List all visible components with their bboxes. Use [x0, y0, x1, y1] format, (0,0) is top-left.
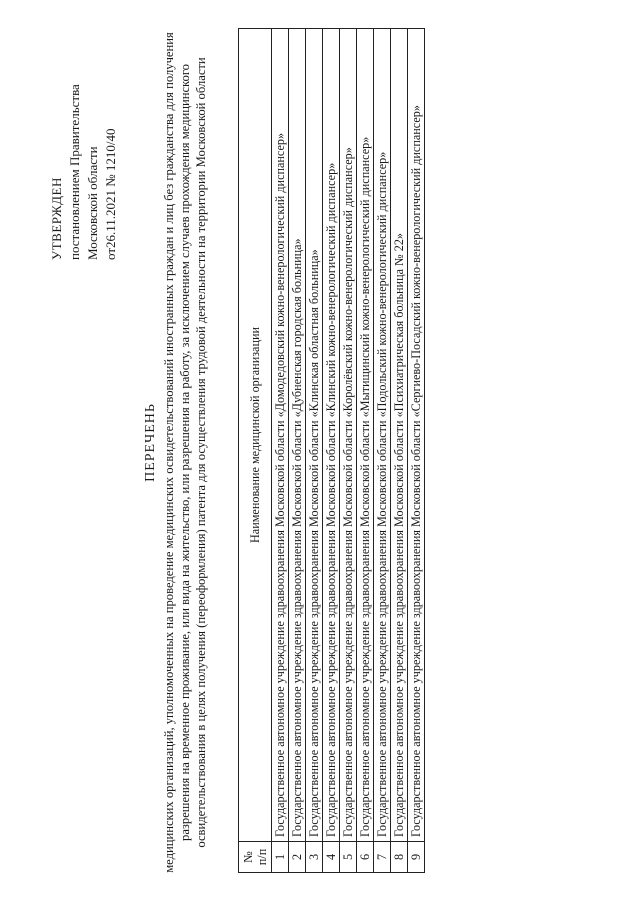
table-row [357, 29, 374, 873]
approval-heading: УТВЕРЖДЕН [49, 177, 64, 260]
row-number: 8 [391, 842, 408, 873]
row-number: 7 [374, 842, 391, 873]
row-number: 5 [340, 842, 357, 873]
row-number: 1 [272, 842, 289, 873]
approval-date: от26.11.2021 № 1210/40 [103, 128, 118, 260]
row-number: 4 [323, 842, 340, 873]
row-number: 2 [289, 842, 306, 873]
table-row [289, 29, 306, 873]
table-body [272, 29, 425, 873]
organization-name: Государственное автономное учреждение здравоохранения Московской области «Мытищинский кожно-венерологический диспансер» [357, 29, 374, 842]
organization-name: Государственное автономное учреждение здравоохранения Московской области «Домодедовский кожно-венерологический диспансер» [272, 29, 289, 842]
column-header-name: Наименование медицинской организации [239, 29, 272, 842]
approval-line: Московской области [85, 146, 100, 260]
table-row [374, 29, 391, 873]
row-number: 3 [306, 842, 323, 873]
row-number: 6 [357, 842, 374, 873]
document-title: ПЕРЕЧЕНЬ [143, 403, 158, 482]
document-subtitle: медицинских организаций, уполномоченных на проведение медицинских освидетельствований иностранных граждан и лиц без гражданства для получения разрешения на временное проживание, или вида на жительство, или разрешения на работу, за исключением случаев прохождения медицинского освидетельствования в целях получения (переоформления) патента для осуществления трудовой деятельности на территории Московской области [162, 32, 208, 873]
row-number: 9 [408, 842, 425, 873]
table-row [306, 29, 323, 873]
approval-line: постановлением Правительства [67, 84, 82, 260]
organization-name: Государственное автономное учреждение здравоохранения Московской области «Клинский кожно-венерологический диспансер» [323, 29, 340, 842]
organization-name: Государственное автономное учреждение здравоохранения Московской области «Подольский кожно-венерологический диспансер» [374, 29, 391, 842]
table-row [391, 29, 408, 873]
organization-name: Государственное автономное учреждение здравоохранения Московской области «Психиатрическая больница № 22» [391, 29, 408, 842]
table-row [408, 29, 425, 873]
table-row [323, 29, 340, 873]
table-row [272, 29, 289, 873]
organization-name: Государственное автономное учреждение здравоохранения Московской области «Клинская областная больница» [306, 29, 323, 842]
organization-name: Государственное автономное учреждение здравоохранения Московской области «Дубненская городская больница» [289, 29, 306, 842]
organization-name: Государственное автономное учреждение здравоохранения Московской области «Королёвский кожно-венерологический диспансер» [340, 29, 357, 842]
column-header-number: № п/п [239, 842, 272, 873]
table-header-row [239, 29, 272, 873]
table-row [340, 29, 357, 873]
organization-name: Государственное автономное учреждение здравоохранения Московской области «Сергиево-Посадский кожно-венерологический диспансер» [408, 29, 425, 842]
approval-stamp [48, 30, 120, 260]
organizations-table [238, 28, 425, 873]
